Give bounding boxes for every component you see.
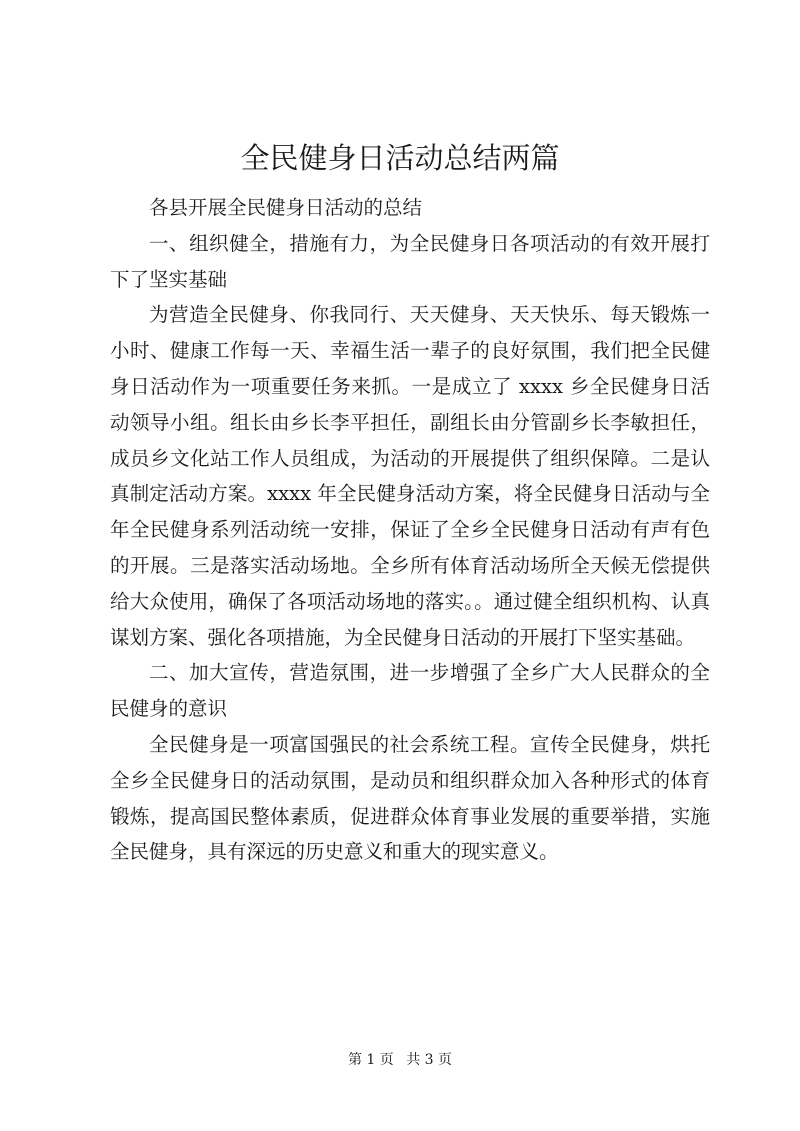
page-number: 第 1 页 [347,1052,394,1068]
page-total: 共 3 页 [406,1052,453,1068]
paragraph-section-1-body: 为营造全民健身、你我同行、天天健身、天天快乐、每天锻炼一小时、健康工作每一天、幸福生活一辈子的良好氛围，我们把全民健身日活动作为一项重要任务来抓。一是成立了 xxxx 乡全民健身日活动领导小组。组长由乡长李平担任，副组长由分管副乡长李敏担任，成员乡文化站工作人员组成，为活动的开展提供了组织保障。二是认真制定活动方案。xxxx 年全民健身活动方案，将全民健身日活动与全年全民健身系列活动统一安排，保证了全乡全民健身日活动有声有色的开展。三是落实活动场地。全乡所有体育活动场所全天候无偿提供给大众使用，确保了各项活动场地的落实。。通过健全组织机构、认真谋划方案、强化各项措施，为全民健身日活动的开展打下坚实基础。 [110,303,710,649]
document-title: 全民健身日活动总结两篇 [240,141,560,175]
paragraph-section-2-body: 全民健身是一项富国强民的社会系统工程。宣传全民健身，烘托全乡全民健身日的活动氛围，是动员和组织群众加入各种形式的体育锻炼，提高国民整体素质，促进群众体育事业发展的重要举措，实施全民健身，具有深远的历史意义和重大的现实意义。 [110,732,710,864]
paragraph-section-2-heading: 二、加大宣传，营造氛围，进一步增强了全乡广大人民群众的全民健身的意识 [110,661,710,721]
paragraph-section-1-heading: 一、组织健全，措施有力，为全民健身日各项活动的有效开展打下了坚实基础 [110,231,710,291]
page-footer [0,1050,800,1070]
paragraph-subtitle: 各县开展全民健身日活动的总结 [149,196,423,219]
document-body [110,190,710,870]
